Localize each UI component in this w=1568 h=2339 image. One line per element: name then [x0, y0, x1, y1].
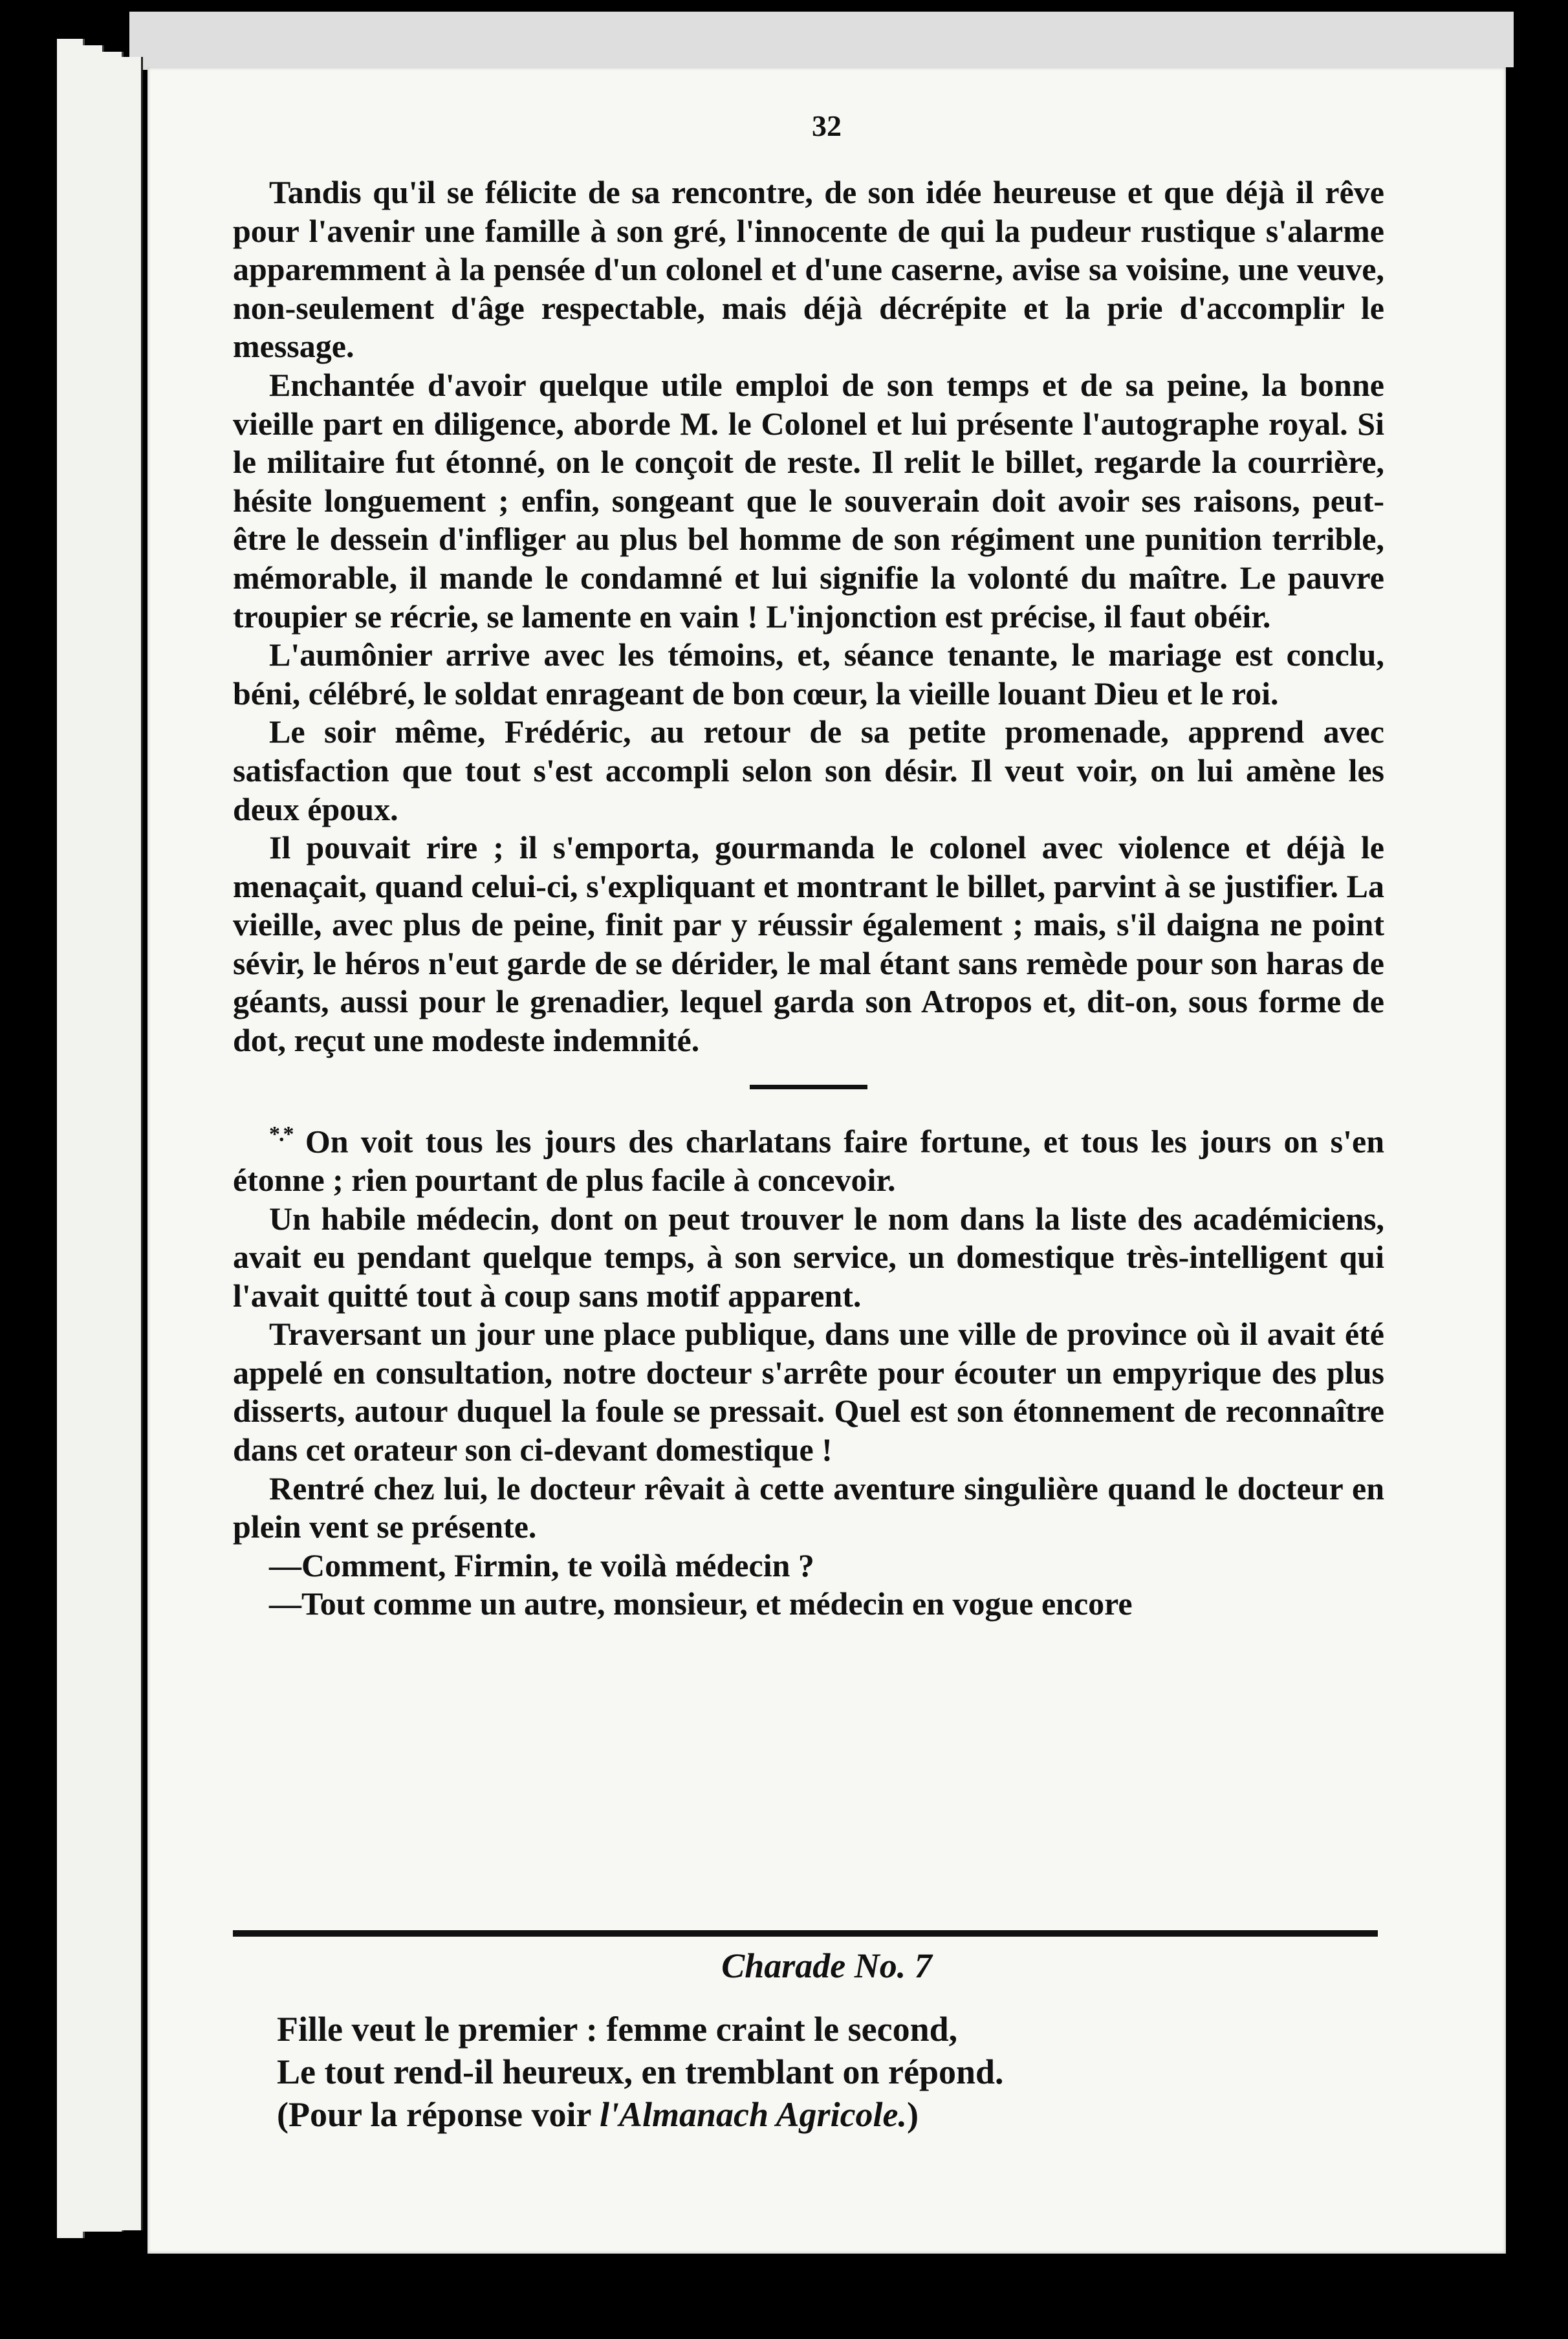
story-paragraph: Enchantée d'avoir quelque utile emploi de son temps et de sa peine, la bonne vieille part en diligence, aborde M. le Colonel et lui présente l'autographe royal. Si le militaire fut étonné, on le conçoit de reste. Il relit le billet, regarde la courrière, hésite longuement ; enfin, songeant que le souverain doit avoir ses raisons, peut-être le dessein d'infliger au plus bel homme de son régiment une punition terrible, mémorable, il mande le condamné et lui signifie la volonté du maître. Le pauvre troupier se récrie, se lamente en vain ! L'injonction est précise, il faut obéir. — [233, 366, 1384, 635]
dialogue-line: —Tout comme un autre, monsieur, et médecin en vogue encore — [269, 1585, 1133, 1622]
anecdote-paragraph: Un habile médecin, dont on peut trouver le nom dans la liste des académiciens, avait eu pendant quelque temps, à son service, un domestique très-intelligent qui l'avait quitté tout à coup sans motif apparent. — [233, 1200, 1384, 1314]
dialogue-line: —Comment, Firmin, te voilà médecin ? — [269, 1547, 814, 1583]
anecdote-paragraph — [233, 1115, 1384, 1200]
almanach-reference: l'Almanach Agricole. — [599, 2095, 908, 2134]
page-edge — [115, 57, 143, 2230]
anecdote-paragraph: Rentré chez lui, le docteur rêvait à cette aventure singulière quand le docteur en plein vent se présente. — [233, 1470, 1384, 1545]
charade-title: Charade No. 7 — [721, 1946, 932, 1985]
charade-verse — [277, 2008, 1377, 2136]
charade-divider — [233, 1930, 1378, 1937]
page-top-edge — [129, 12, 1514, 70]
charade-answer-suffix: ) — [907, 2095, 919, 2134]
charade-answer-line — [277, 2093, 1377, 2136]
section-divider — [750, 1085, 867, 1089]
story-paragraph: Tandis qu'il se félicite de sa rencontre, de son idée heureuse et que déjà il rêve pour l'avenir une famille à son gré, l'innocente de qui la pudeur rustique s'alarme apparemment à la pensée d'un colonel et d'une caserne, avise sa voisine, une veuve, non-seulement d'âge respectable, mais déjà décrépite et la prie d'accomplir le message. — [233, 174, 1384, 365]
charade-line: Fille veut le premier : femme craint le second, — [277, 2010, 958, 2049]
page-body — [233, 173, 1384, 1624]
story-paragraph: L'aumônier arrive avec les témoins, et, séance tenante, le mariage est conclu, béni, célébré, le soldat enrageant de bon cœur, la vieille louant Dieu et le roi. — [233, 636, 1384, 712]
page-right-shadow — [1506, 67, 1545, 2254]
asterism-marker: *.* — [269, 1122, 293, 1146]
book-page — [147, 67, 1506, 2254]
story-paragraph: Il pouvait rire ; il s'emporta, gourmanda le colonel avec violence et déjà le menaçait, quand celui-ci, s'expliquant et montrant le billet, parvint à se justifier. La vieille, avec plus de peine, finit par y réussir également ; mais, s'il daigna ne point sévir, le héros n'eut garde de se dérider, le mal étant sans remède pour son haras de géants, aussi pour le grenadier, lequel garda son Atropos et, dit-on, sous forme de dot, reçut une modeste indemnité. — [233, 829, 1384, 1059]
anecdote-paragraph: Traversant un jour une place publique, dans une ville de province où il avait été appelé en consultation, notre docteur s'arrête pour écouter un empyrique des plus disserts, autour duquel la foule se pressait. Quel est son étonnement de reconnaître dans cet orateur son ci-devant domestique ! — [233, 1316, 1384, 1468]
page-number: 32 — [812, 109, 842, 142]
charade-line: Le tout rend-il heureux, en tremblant on répond. — [277, 2052, 1004, 2091]
story-paragraph: Le soir même, Frédéric, au retour de sa petite promenade, apprend avec satisfaction que tout s'est accompli selon son désir. Il veut voir, on lui amène les deux époux. — [233, 713, 1384, 827]
charade-answer-prefix: (Pour la réponse voir — [277, 2095, 600, 2134]
anecdote-first-text: On voit tous les jours des charlatans faire fortune, et tous les jours on s'en étonne ; rien pourtant de plus facile à concevoir. — [233, 1123, 1385, 1198]
